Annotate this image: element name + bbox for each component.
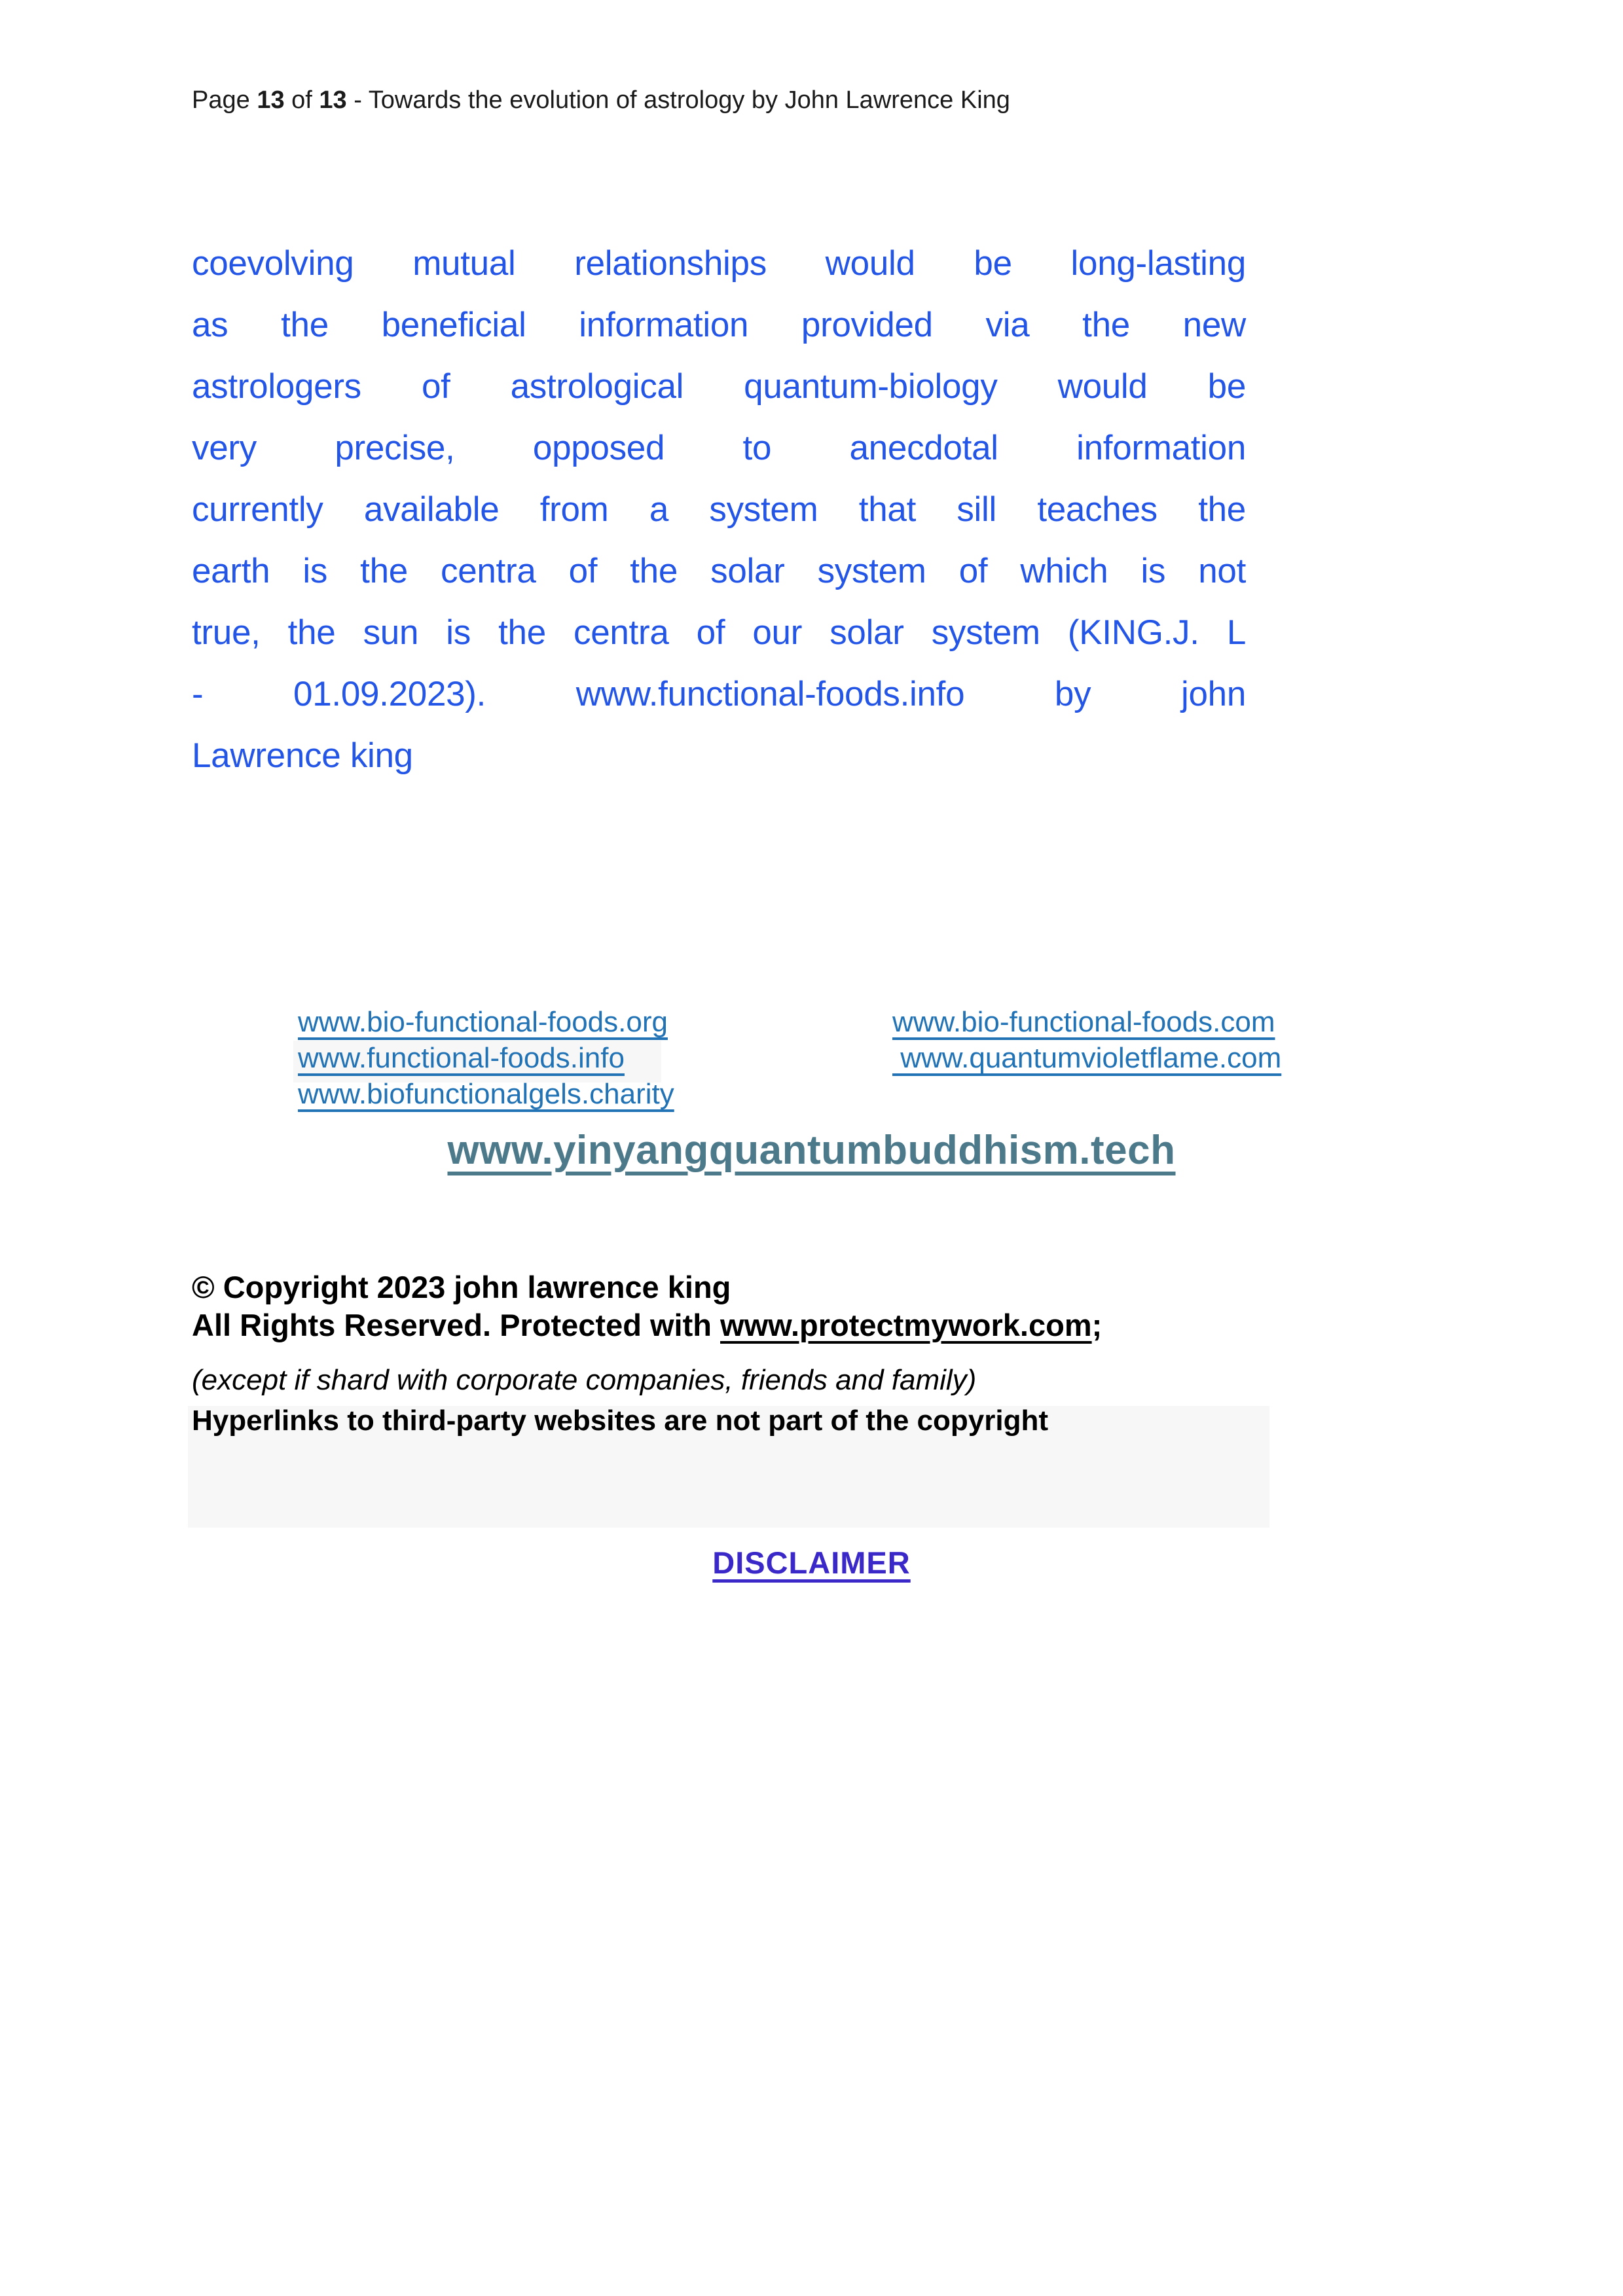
rights-text: All Rights Reserved. Protected with bbox=[192, 1308, 721, 1342]
paragraph-line: true, the sun is the centra of our solar system (KING.J. L bbox=[192, 613, 1246, 652]
page-header bbox=[192, 86, 1010, 115]
disclaimer-row bbox=[0, 1545, 1623, 1581]
website-link[interactable]: www.quantumvioletflame.com bbox=[892, 1042, 1282, 1074]
total-pages: 13 bbox=[319, 86, 347, 114]
protectmywork-link[interactable]: www.protectmywork.com bbox=[720, 1308, 1092, 1342]
main-website-link[interactable]: www.yinyangquantumbuddhism.tech bbox=[447, 1128, 1176, 1173]
page-number: 13 bbox=[257, 86, 285, 114]
paragraph-line: earth is the centra of the solar system of which is not bbox=[192, 552, 1246, 590]
paragraph-line: - 01.09.2023). www.functional-foods.info by john bbox=[192, 675, 1246, 713]
rights-suffix: ; bbox=[1091, 1308, 1103, 1342]
exception-note: (except if shard with corporate companies, friends and family) bbox=[192, 1364, 977, 1396]
link-row bbox=[298, 1004, 674, 1040]
of-word: of bbox=[291, 86, 312, 114]
document-title: - Towards the evolution of astrology by John Lawrence King bbox=[354, 86, 1010, 114]
paragraph-line: astrologers of astrological quantum-biology would be bbox=[192, 367, 1246, 406]
main-link-row bbox=[0, 1127, 1623, 1174]
page-word: Page bbox=[192, 86, 250, 114]
paragraph-line: coevolving mutual relationships would be long-lasting bbox=[192, 244, 1246, 283]
links-column-right bbox=[892, 1004, 1281, 1076]
rights-line bbox=[192, 1306, 1305, 1344]
website-link[interactable]: www.bio-functional-foods.com bbox=[892, 1006, 1275, 1038]
copyright-line: © Copyright 2023 john lawrence king bbox=[192, 1270, 731, 1304]
link-row bbox=[892, 1040, 1281, 1076]
link-row bbox=[892, 1004, 1281, 1040]
website-link[interactable]: www.biofunctionalgels.charity bbox=[298, 1078, 674, 1110]
body-paragraph bbox=[192, 233, 1246, 787]
website-link[interactable]: www.bio-functional-foods.org bbox=[298, 1006, 668, 1038]
website-link[interactable]: www.functional-foods.info bbox=[298, 1042, 625, 1074]
hyperlink-note: Hyperlinks to third-party websites are not part of the copyright bbox=[192, 1405, 1048, 1437]
links-column-left bbox=[298, 1004, 674, 1112]
paragraph-line: as the beneficial information provided via the new bbox=[192, 306, 1246, 344]
link-row bbox=[298, 1076, 674, 1112]
disclaimer-link[interactable]: DISCLAIMER bbox=[712, 1545, 911, 1580]
paragraph-line: Lawrence king bbox=[192, 736, 413, 775]
link-row bbox=[298, 1040, 674, 1076]
copyright-block bbox=[192, 1268, 1305, 1440]
paragraph-line: currently available from a system that sill teaches the bbox=[192, 490, 1246, 529]
paragraph-line: very precise, opposed to anecdotal information bbox=[192, 429, 1246, 467]
